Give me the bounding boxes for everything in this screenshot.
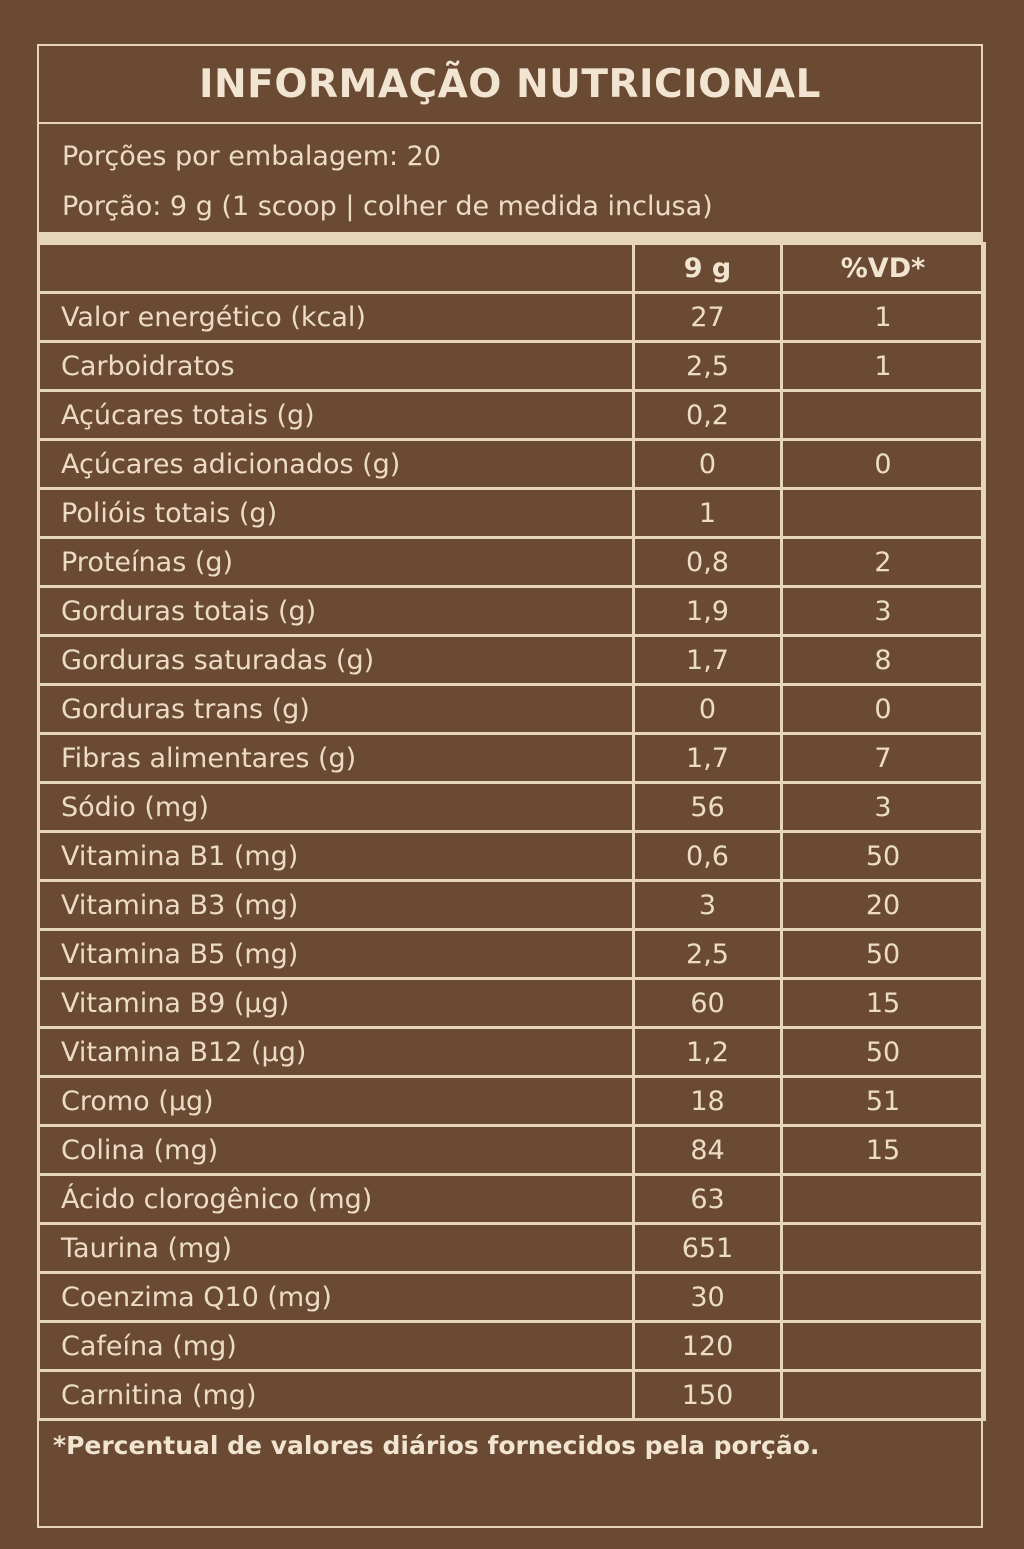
nutrient-name: Vitamina B1 (mg) [39,832,634,881]
table-row [39,587,985,636]
nutrient-dv: 0 [782,440,985,489]
nutrient-dv [782,1273,985,1322]
nutrient-name: Vitamina B5 (mg) [39,930,634,979]
nutrient-dv: 51 [782,1077,985,1126]
nutrient-name: Cromo (μg) [39,1077,634,1126]
nutrient-dv: 8 [782,636,985,685]
nutrient-amount: 1,2 [634,1028,782,1077]
table-row [39,1322,985,1371]
header-amount: 9 g [634,244,782,293]
nutrient-amount: 0,6 [634,832,782,881]
nutrient-name: Carboidratos [39,342,634,391]
nutrient-name: Proteínas (g) [39,538,634,587]
nutrient-name: Vitamina B9 (μg) [39,979,634,1028]
header-nutrient [39,244,634,293]
nutrient-name: Vitamina B3 (mg) [39,881,634,930]
nutrient-amount: 0 [634,685,782,734]
nutrient-amount: 0,2 [634,391,782,440]
nutrient-name: Vitamina B12 (μg) [39,1028,634,1077]
table-row [39,293,985,342]
nutrient-amount: 1 [634,489,782,538]
portion-info [39,124,981,232]
nutrient-amount: 60 [634,979,782,1028]
nutrient-amount: 651 [634,1224,782,1273]
header-dv: %VD* [782,244,985,293]
table-row [39,636,985,685]
nutrient-name: Coenzima Q10 (mg) [39,1273,634,1322]
nutrient-name: Gorduras saturadas (g) [39,636,634,685]
nutrient-amount: 1,7 [634,734,782,783]
nutrient-amount: 30 [634,1273,782,1322]
table-row [39,1077,985,1126]
nutrient-dv [782,1224,985,1273]
nutrient-dv [782,1371,985,1420]
nutrient-dv: 50 [782,1028,985,1077]
nutrient-amount: 84 [634,1126,782,1175]
nutrient-amount: 1,7 [634,636,782,685]
nutrient-amount: 18 [634,1077,782,1126]
divider [39,232,981,242]
nutrient-amount: 27 [634,293,782,342]
nutrient-dv: 1 [782,342,985,391]
table-row [39,1126,985,1175]
nutrient-name: Gorduras trans (g) [39,685,634,734]
nutrient-amount: 63 [634,1175,782,1224]
nutrient-dv: 3 [782,783,985,832]
nutrient-dv: 3 [782,587,985,636]
nutrient-name: Ácido clorogênico (mg) [39,1175,634,1224]
nutrient-amount: 1,9 [634,587,782,636]
nutrient-dv [782,1175,985,1224]
nutrient-dv: 50 [782,930,985,979]
nutrient-dv: 7 [782,734,985,783]
table-row [39,783,985,832]
table-row [39,979,985,1028]
table-header-row [39,244,985,293]
nutrient-dv: 15 [782,979,985,1028]
nutrient-dv: 2 [782,538,985,587]
nutrient-name: Gorduras totais (g) [39,587,634,636]
serving-size: Porção: 9 g (1 scoop | colher de medida inclusa) [62,191,713,222]
nutrient-amount: 3 [634,881,782,930]
table-row [39,342,985,391]
nutrient-name: Colina (mg) [39,1126,634,1175]
table-row [39,832,985,881]
nutrient-dv: 0 [782,685,985,734]
nutrient-amount: 2,5 [634,342,782,391]
table-row [39,1273,985,1322]
servings-per-package: Porções por embalagem: 20 [62,141,442,172]
nutrient-dv: 20 [782,881,985,930]
nutrient-amount: 56 [634,783,782,832]
table-row [39,440,985,489]
table-row [39,685,985,734]
nutrient-amount: 2,5 [634,930,782,979]
nutrient-amount: 0,8 [634,538,782,587]
nutrient-name: Cafeína (mg) [39,1322,634,1371]
table-row [39,1175,985,1224]
nutrition-title: INFORMAÇÃO NUTRICIONAL [39,46,981,124]
nutrition-table [37,242,986,1421]
nutrient-dv [782,391,985,440]
table-row [39,881,985,930]
nutrient-amount: 150 [634,1371,782,1420]
table-row [39,1371,985,1420]
nutrient-name: Polióis totais (g) [39,489,634,538]
footnote: *Percentual de valores diários fornecidos pela porção. [53,1431,820,1460]
nutrient-amount: 0 [634,440,782,489]
table-row [39,538,985,587]
table-row [39,1028,985,1077]
nutrition-facts-panel [37,44,983,1528]
nutrient-dv: 50 [782,832,985,881]
nutrient-name: Taurina (mg) [39,1224,634,1273]
nutrient-dv: 15 [782,1126,985,1175]
nutrient-name: Fibras alimentares (g) [39,734,634,783]
nutrient-name: Sódio (mg) [39,783,634,832]
nutrient-amount: 120 [634,1322,782,1371]
nutrient-name: Açúcares adicionados (g) [39,440,634,489]
nutrient-name: Açúcares totais (g) [39,391,634,440]
table-row [39,391,985,440]
table-row [39,489,985,538]
nutrient-dv [782,1322,985,1371]
nutrient-name: Valor energético (kcal) [39,293,634,342]
nutrient-name: Carnitina (mg) [39,1371,634,1420]
nutrient-dv: 1 [782,293,985,342]
table-row [39,930,985,979]
nutrient-dv [782,489,985,538]
table-row [39,1224,985,1273]
table-row [39,734,985,783]
